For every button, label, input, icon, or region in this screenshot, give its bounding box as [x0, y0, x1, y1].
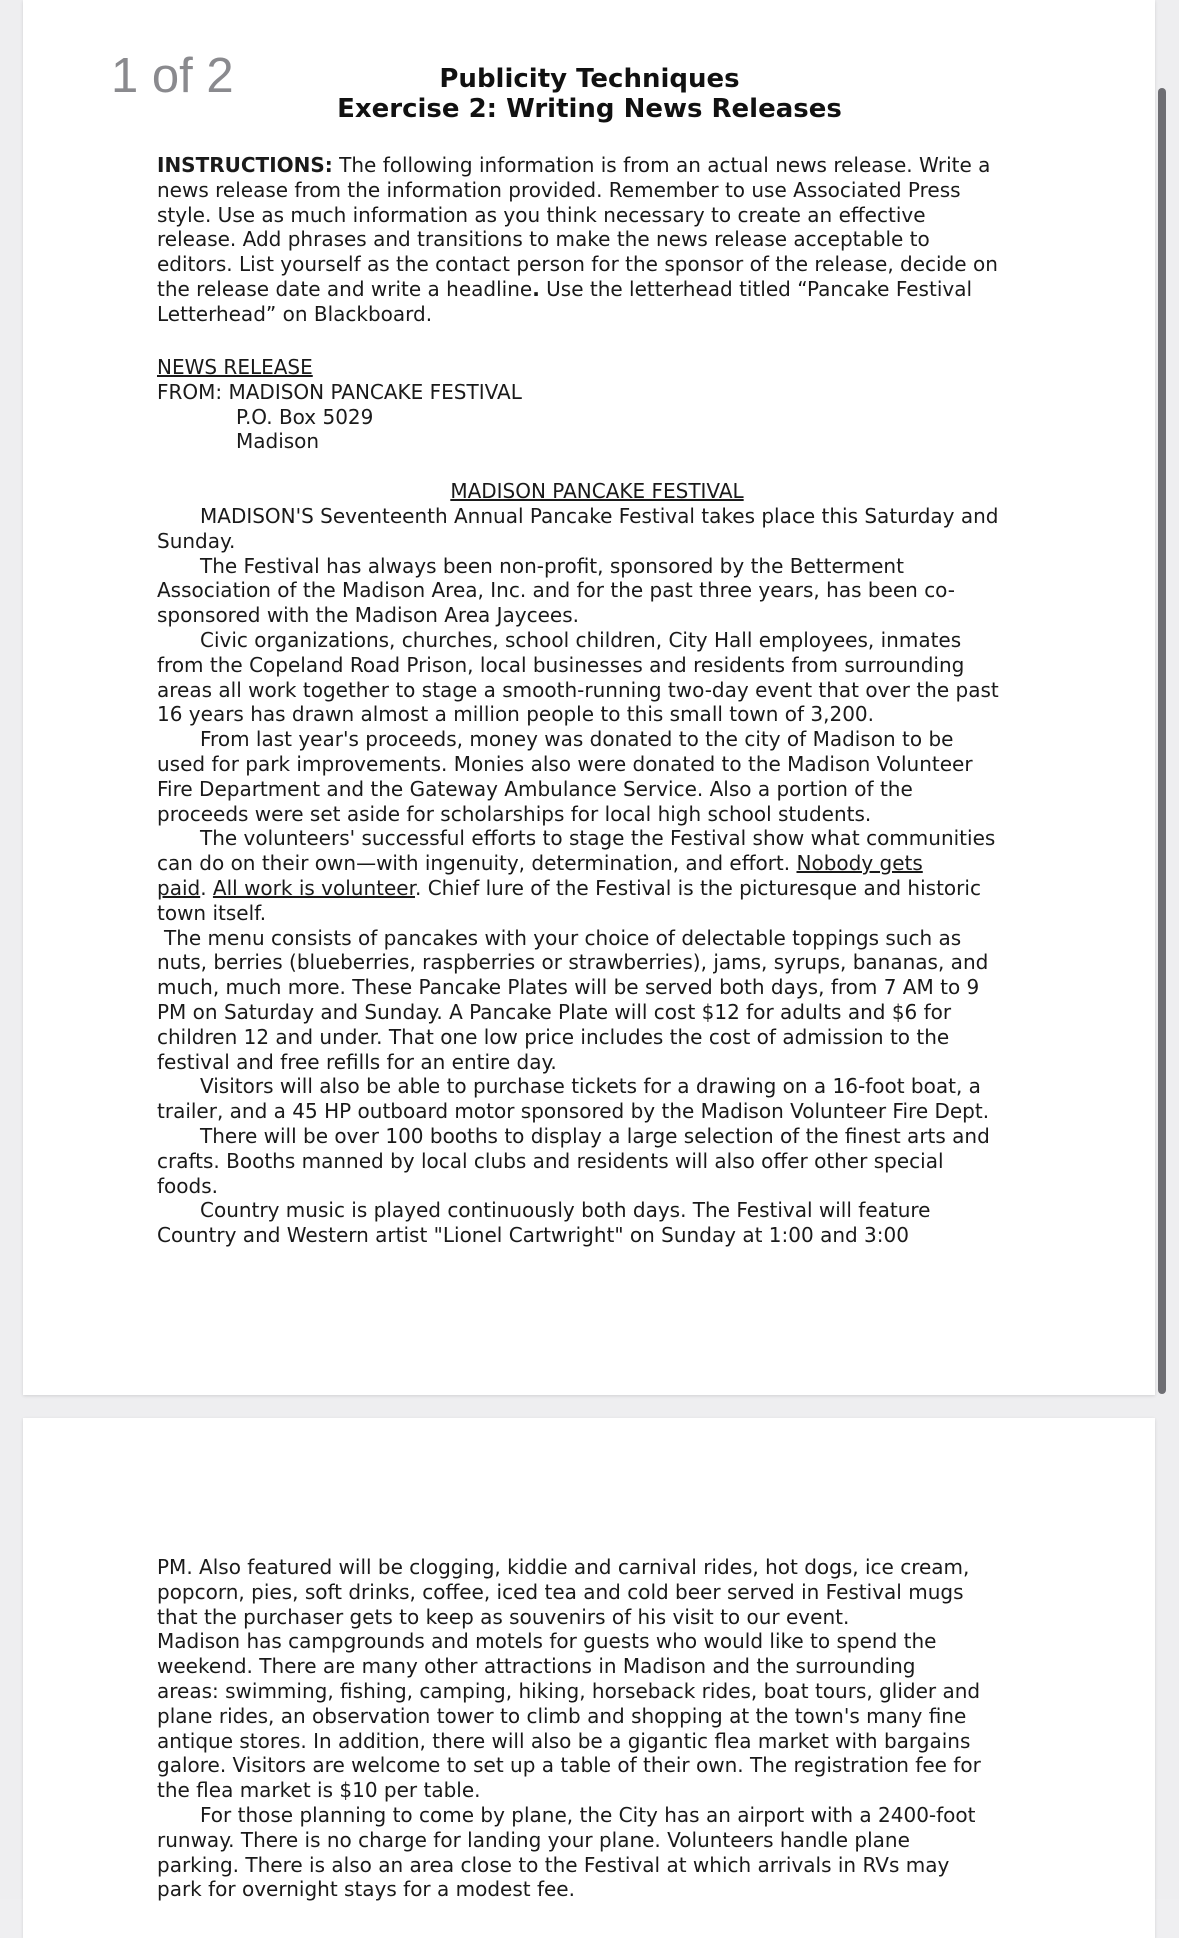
body-line: The Festival has always been non-profit, sponsored by the Betterment [200, 553, 904, 578]
body-line: popcorn, pies, soft drinks, coffee, iced tea and cold beer served in Festival mugs [157, 1579, 964, 1604]
po-box: P.O. Box 5029 [236, 404, 374, 429]
body-line: For those planning to come by plane, the City has an airport with a 2400-foot [200, 1802, 976, 1827]
body-line: festival and free refills for an entire day. [157, 1049, 557, 1074]
body-line: PM. Also featured will be clogging, kiddie and carnival rides, hot dogs, ice cream, [157, 1555, 970, 1579]
news-release-label: NEWS RELEASE [157, 355, 313, 379]
body-line: Country and Western artist "Lionel Cartwright" on Sunday at 1:00 and 3:00 [157, 1223, 909, 1248]
body-line: antique stores. In addition, there will also be a gigantic flea market with bargains [157, 1728, 971, 1753]
body-line: Civic organizations, churches, school children, City Hall employees, inmates [200, 627, 962, 652]
body-line: runway. There is no charge for landing your plane. Volunteers handle plane [157, 1827, 910, 1852]
title-line-1: Publicity Techniques [439, 64, 740, 94]
scrollbar[interactable] [1158, 88, 1166, 1394]
title-line-2: Exercise 2: Writing News Releases [337, 94, 842, 124]
instructions-line: INSTRUCTIONS: The following information is from an actual news release. Write a [157, 153, 991, 177]
body-line: proceeds were set aside for scholarships for local high school students. [157, 801, 872, 826]
instructions-block [157, 153, 1037, 327]
body-line: can do on their own—with ingenuity, determination, and effort. Nobody gets [157, 851, 923, 876]
news-release-header [157, 355, 1037, 454]
release-headline-block [157, 479, 1037, 504]
body-line: park for overnight stays for a modest fee. [157, 1877, 575, 1902]
body-line: Madison has campgrounds and motels for guests who would like to spend the [157, 1629, 937, 1654]
page2-body [157, 1555, 1037, 1902]
instructions-line: Letterhead” on Blackboard. [157, 301, 433, 326]
instructions-label: INSTRUCTIONS: [157, 153, 333, 177]
document-title [0, 64, 1179, 124]
body-line: used for park improvements. Monies also were donated to the Madison Volunteer [157, 751, 973, 776]
body-line: crafts. Booths manned by local clubs and residents will also offer other special [157, 1148, 944, 1173]
instructions-line: editors. List yourself as the contact person for the sponsor of the release, decide on [157, 252, 998, 277]
body-line: Association of the Madison Area, Inc. and for the past three years, has been co- [157, 578, 956, 603]
body-line: town itself. [157, 900, 267, 925]
body-line: Country music is played continuously both days. The Festival will feature [200, 1198, 931, 1223]
page-indicator: 1 of 2 [111, 49, 234, 103]
body-line: The volunteers' successful efforts to stage the Festival show what communities [200, 826, 996, 851]
instructions-line: style. Use as much information as you think necessary to create an effective [157, 202, 926, 227]
body-line: nuts, berries (blueberries, raspberries or strawberries), jams, syrups, bananas, and [157, 950, 989, 975]
from-line: FROM: MADISON PANCAKE FESTIVAL [157, 379, 522, 404]
body-line: From last year's proceeds, money was donated to the city of Madison to be [200, 727, 954, 752]
body-line: plane rides, an observation tower to climb and shopping at the town's many fine [157, 1703, 967, 1728]
city: Madison [236, 429, 320, 454]
body-line: paid. All work is volunteer. Chief lure of the Festival is the picturesque and historic [157, 875, 981, 900]
instructions-line: the release date and write a headline. Use the letterhead titled “Pancake Festival [157, 276, 973, 301]
instructions-line: release. Add phrases and transitions to make the news release acceptable to [157, 227, 930, 252]
body-line: areas: swimming, fishing, camping, hiking, horseback rides, boat tours, glider and [157, 1678, 981, 1703]
underlined-text: All work is volunteer [212, 875, 415, 900]
body-line: the flea market is $10 per table. [157, 1778, 481, 1803]
underlined-text: Nobody gets [796, 851, 923, 876]
body-line: MADISON'S Seventeenth Annual Pancake Festival takes place this Saturday and [200, 504, 999, 528]
body-line: PM on Saturday and Sunday. A Pancake Plate will cost $12 for adults and $6 for [157, 999, 952, 1024]
page1-body [157, 504, 1037, 1248]
underlined-text: paid [157, 875, 201, 900]
body-line: Sunday. [157, 528, 236, 553]
release-headline: MADISON PANCAKE FESTIVAL [450, 479, 744, 503]
body-line: parking. There is also an area close to the Festival at which arrivals in RVs may [157, 1852, 950, 1877]
body-line: children 12 and under. That one low price includes the cost of admission to the [157, 1024, 950, 1049]
body-line: from the Copeland Road Prison, local businesses and residents from surrounding [157, 652, 965, 677]
body-line: Fire Department and the Gateway Ambulance Service. Also a portion of the [157, 776, 913, 801]
body-line: Visitors will also be able to purchase tickets for a drawing on a 16-foot boat, a [200, 1074, 981, 1099]
body-line: sponsored with the Madison Area Jaycees. [157, 603, 580, 628]
body-line: much, much more. These Pancake Plates will be served both days, from 7 AM to 9 [157, 975, 980, 1000]
body-line: areas all work together to stage a smooth-running two-day event that over the past [157, 677, 999, 702]
body-line: galore. Visitors are welcome to set up a table of their own. The registration fee for [157, 1753, 981, 1778]
instructions-line: news release from the information provided. Remember to use Associated Press [157, 177, 961, 202]
body-line: 16 years has drawn almost a million people to this small town of 3,200. [157, 702, 875, 727]
body-line: weekend. There are many other attractions in Madison and the surrounding [157, 1654, 916, 1679]
body-line: that the purchaser gets to keep as souvenirs of his visit to our event. [157, 1604, 850, 1629]
body-line: The menu consists of pancakes with your choice of delectable toppings such as [164, 925, 962, 950]
body-line: foods. [157, 1173, 218, 1198]
body-line: trailer, and a 45 HP outboard motor sponsored by the Madison Volunteer Fire Dept. [157, 1099, 990, 1124]
body-line: There will be over 100 booths to display a large selection of the finest arts and [200, 1123, 990, 1148]
